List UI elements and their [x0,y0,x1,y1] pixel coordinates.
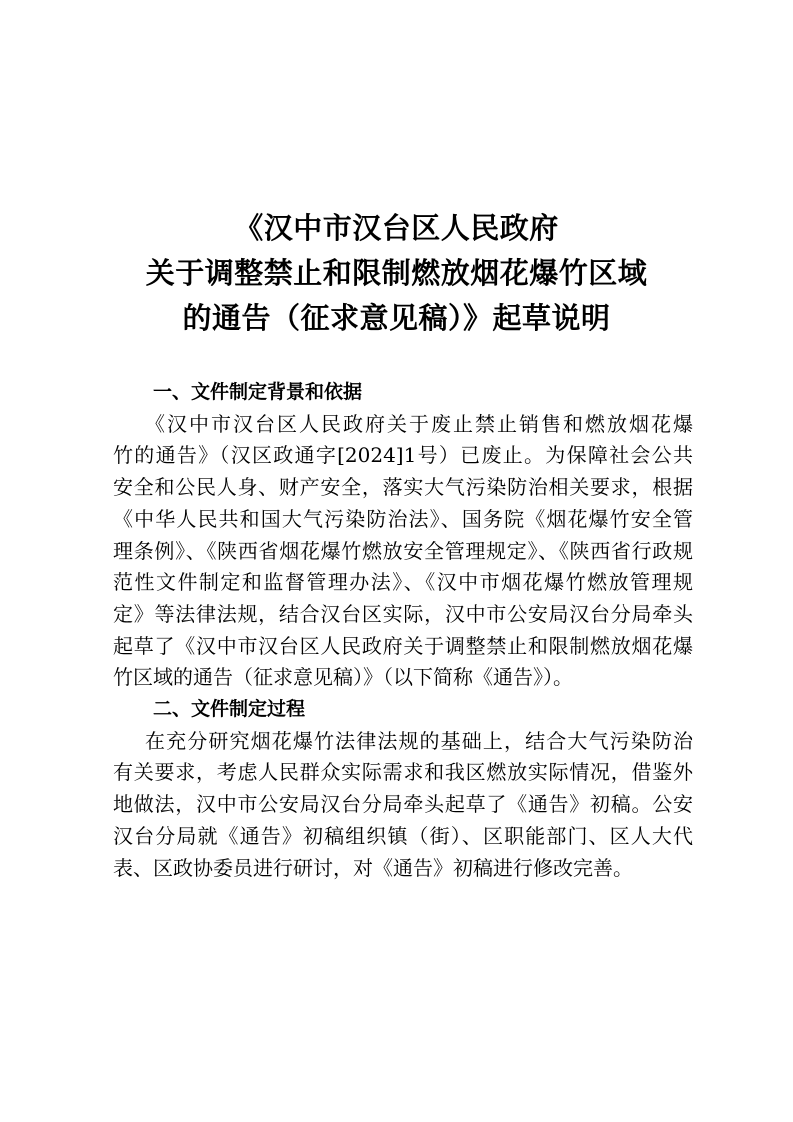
paragraph-line: 地做法，汉中市公安局汉台分局牵头起草了《通告》初稿。公安 [113,792,693,817]
paragraph-line: 《汉中市汉台区人民政府关于废止禁止销售和燃放烟花爆 [145,411,693,436]
paragraph-line: 表、区政协委员进行研讨，对《通告》初稿进行修改完善。 [113,855,633,880]
paragraph-line: 定》等法律法规，结合汉台区实际，汉中市公安局汉台分局牵头 [113,601,693,626]
title-line: 的通告（征求意见稿）》起草说明 [182,301,611,335]
paragraph-line: 汉台分局就《通告》初稿组织镇（街）、区职能部门、区人大代 [113,823,693,848]
paragraph-line: 安全和公民人身、财产安全，落实大气污染防治相关要求，根据 [113,475,693,500]
paragraph-line: 竹区域的通告（征求意见稿）》（以下简称《通告》）。 [113,665,573,690]
title-line: 《汉中市汉台区人民政府 [234,211,559,245]
paragraph-line: 在充分研究烟花爆竹法律法规的基础上，结合大气污染防治 [145,728,693,753]
paragraph-line: 《中华人民共和国大气污染防治法》、国务院《烟花爆竹安全管 [113,506,693,531]
paragraph-line: 范性文件制定和监督管理办法》、《汉中市烟花爆竹燃放管理规 [113,570,693,595]
paragraph-line: 有关要求，考虑人民群众实际需求和我区燃放实际情况，借鉴外 [113,760,693,785]
paragraph-line: 理条例》、《陕西省烟花爆竹燃放安全管理规定》、《陕西省行政规 [113,538,693,563]
document-body [113,377,693,884]
title-line: 关于调整禁止和限制燃放烟花爆竹区域 [145,256,648,290]
document-title [0,206,793,341]
section-heading-process: 二、文件制定过程 [153,698,306,721]
paragraph-line: 起草了《汉中市汉台区人民政府关于调整禁止和限制燃放烟花爆 [113,633,693,658]
paragraph-line: 竹的通告》（汉区政通字[2024]1号）已废止。为保障社会公共 [113,443,693,468]
section-heading-background: 一、文件制定背景和依据 [153,381,363,403]
